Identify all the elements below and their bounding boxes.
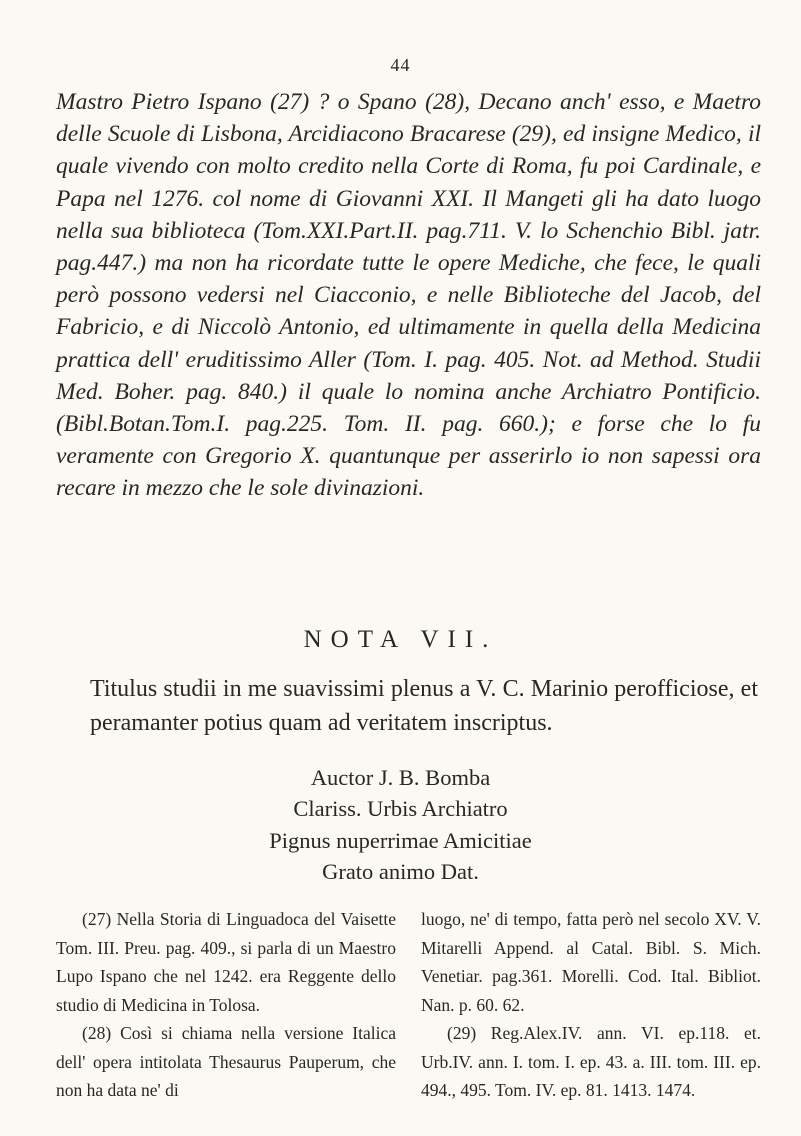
footnotes-left-column [56, 905, 396, 1105]
footnote-28: (28) Così si chiama nella versione Italica dell' opera intitolata Thesaurus Pauperum, che non ha data ne' di [56, 1023, 396, 1100]
dedication-block [0, 762, 801, 887]
dedication-line-dat: Grato animo Dat. [322, 858, 479, 884]
nota-heading: NOTA VII. [303, 626, 498, 653]
footnotes [56, 905, 761, 1105]
main-text-block [56, 86, 761, 505]
dedication-line-author: Auctor J. B. Bomba [310, 765, 491, 790]
dedication-line-pledge: Pignus nuperrimae Amicitiae [269, 827, 532, 853]
page-number: 44 [390, 55, 411, 75]
footnote-28-continued: luogo, ne' di tempo, fatta però nel secolo XV. V. Mitarelli Append. al Catal. Bibl. S. Mich. Venetiar. pag.361. Morelli. Cod. Ital. Bibliot. Nan. p. 60. 62. [421, 909, 761, 1015]
footnote-27: (27) Nella Storia di Linguadoca del Vaisette Tom. III. Preu. pag. 409., si parla di un Maestro Lupo Ispano che nel 1242. era Reggente dello studio di Medicina in Tolosa. [56, 909, 396, 1015]
footnote-29: (29) Reg.Alex.IV. ann. VI. ep.118. et. Urb.IV. ann. I. tom. I. ep. 43. a. III. tom. III. ep. 494., 495. Tom. IV. ep. 81. 1413. 1474. [421, 1023, 761, 1100]
dedication-line-recipient: Clariss. Urbis Archiatro [293, 796, 508, 822]
main-paragraph: Mastro Pietro Ispano (27) ? o Spano (28), Decano anch' esso, e Maetro delle Scuole di Lisbona, Arcidiacono Bracarese (29), ed insigne Medico, il quale vivendo con molto credito nella Corte di Roma, fu poi Cardinale, e Papa nel 1276. col nome di Giovanni XXI. Il Mangeti gli ha dato luogo nella sua biblioteca (Tom.XXI.Part.II. pag.711. V. lo Schenchio Bibl. jatr. pag.447.) ma non ha ricordate tutte le opere Mediche, che fece, le quali però possono vedersi nel Ciacconio, e nelle Biblioteche del Jacob, del Fabricio, e di Niccolò Antonio, ed ultimamente in quella della Medicina prattica dell' eruditissimo Aller (Tom. I. pag. 405. Not. ad Method. Studii Med. Boher. pag. 840.) il quale lo nomina anche Archiatro Pontificio. (Bibl.Botan.Tom.I. pag.225. Tom. II. pag. 660.); e forse che lo fu veramente con Gregorio X. quantunque per asserirlo io non sapessi ora recare in mezzo che le sole divinazioni. [56, 89, 761, 502]
nota-body: Titulus studii in me suavissimi plenus a V. C. Marinio perofficiose, et peramanter potius quam ad veritatem inscriptus. [90, 676, 758, 736]
footnotes-right-column [421, 905, 761, 1105]
